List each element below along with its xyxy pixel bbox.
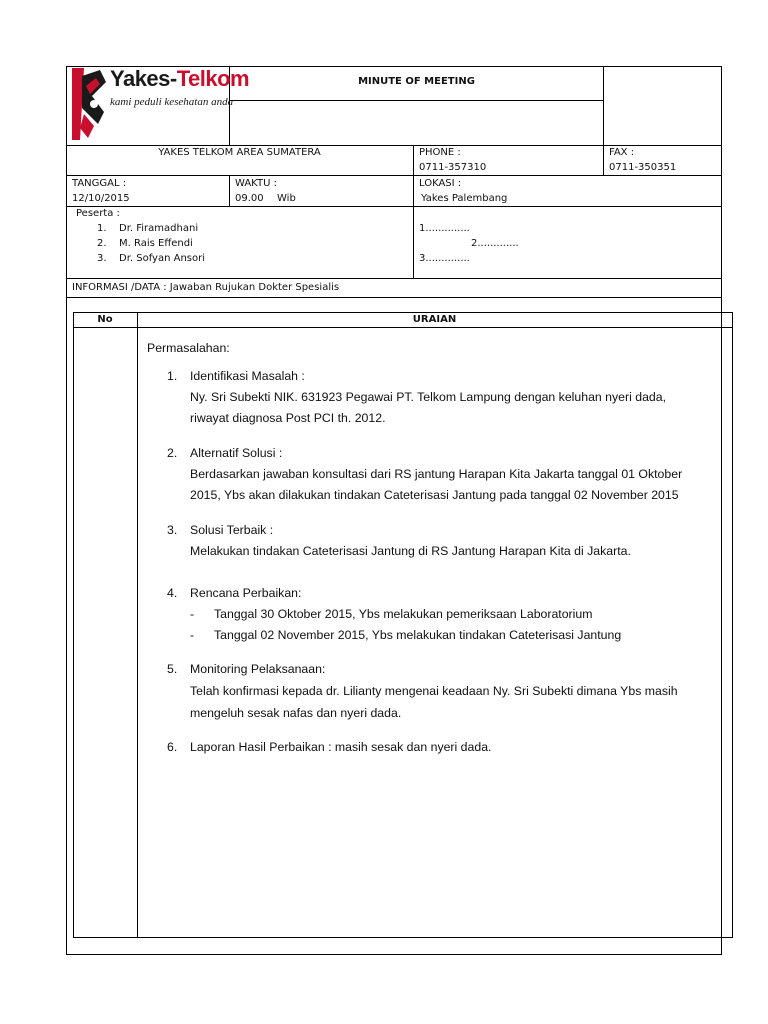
bullet-item: Tanggal 02 November 2015, Ybs melakukan tindakan Cateterisasi Jantung: [214, 628, 622, 642]
item-number: 5.: [167, 662, 178, 676]
phone-value: 0711-357310: [419, 162, 487, 173]
time-value: 09.00: [235, 193, 264, 204]
item-line: Telah konfirmasi kepada dr. Lilianty mengenai keadaan Ny. Sri Subekti dimana Ybs masih: [190, 684, 678, 698]
location-label: LOKASI :: [419, 178, 462, 189]
item-line: Berdasarkan jawaban konsultasi dari RS jantung Harapan Kita Jakarta tanggal 01 Oktober: [190, 467, 683, 481]
title-underline: [229, 100, 604, 101]
org-phone-divider: [413, 145, 414, 175]
inner-table-top: [73, 312, 733, 313]
column-uraian-header: URAIAN: [412, 314, 457, 325]
item-heading: Monitoring Pelaksanaan:: [190, 662, 326, 676]
phone-fax-divider: [603, 145, 604, 175]
signature-line-2: 2.............: [471, 238, 519, 249]
item-heading: Solusi Terbaik :: [190, 523, 274, 537]
signature-line-3: 3..............: [419, 253, 470, 264]
participant-num: 3.: [97, 253, 107, 264]
participant-name: M. Rais Effendi: [119, 238, 193, 249]
time-label: WAKTU :: [235, 178, 277, 189]
item-line: Melakukan tindakan Cateterisasi Jantung di RS Jantung Harapan Kita di Jakarta.: [190, 544, 631, 558]
problem-intro: Permasalahan:: [147, 341, 230, 355]
info-data: INFORMASI /DATA : Jawaban Rujukan Dokter Spesialis: [72, 282, 340, 293]
date-value: 12/10/2015: [72, 193, 130, 204]
participants-row-bottom: [66, 278, 722, 279]
org-name: YAKES TELKOM AREA SUMATERA: [158, 147, 321, 158]
item-heading: Alternatif Solusi :: [190, 446, 283, 460]
participants-label: Peserta :: [76, 208, 120, 219]
item-number: 4.: [167, 586, 178, 600]
date-time-divider: [229, 175, 230, 207]
date-row-bottom: [66, 206, 722, 207]
item-heading: Laporan Hasil Perbaikan : masih sesak dan nyeri dada.: [190, 740, 492, 754]
inner-table-right: [732, 312, 733, 938]
participant-num: 1.: [97, 223, 107, 234]
info-row-bottom: [66, 297, 722, 298]
item-number: 6.: [167, 740, 178, 754]
item-heading: Identifikasi Masalah :: [190, 369, 305, 383]
document-title: MINUTE OF MEETING: [358, 76, 475, 87]
bullet-dash: -: [190, 607, 195, 621]
phone-label: PHONE :: [419, 147, 461, 158]
participants-divider: [413, 206, 414, 278]
org-row-bottom: [66, 175, 722, 176]
fax-value: 0711-350351: [609, 162, 677, 173]
time-unit: Wib: [277, 193, 296, 204]
logo-emblem-icon: [70, 68, 110, 140]
item-heading: Rencana Perbaikan:: [190, 586, 302, 600]
outer-border-right: [721, 66, 722, 955]
inner-table-left: [73, 312, 74, 938]
bullet-item: Tanggal 30 Oktober 2015, Ybs melakukan pemeriksaan Laboratorium: [214, 607, 593, 621]
logo-brand-prefix: Yakes-: [110, 66, 177, 91]
logo-brand-suffix: Telkom: [176, 66, 250, 91]
item-line: mengeluh sesak nafas dan nyeri dada.: [190, 706, 402, 720]
participant-num: 2.: [97, 238, 107, 249]
outer-border-bottom: [66, 954, 722, 955]
location-value: Yakes Palembang: [421, 193, 508, 204]
time-location-divider: [413, 175, 414, 207]
outer-border-left: [66, 66, 67, 955]
header-bottom-line: [66, 145, 722, 146]
inner-table-bottom: [73, 937, 733, 938]
item-line: Ny. Sri Subekti NIK. 631923 Pegawai PT. Telkom Lampung dengan keluhan nyeri dada,: [190, 390, 666, 404]
item-line: riwayat diagnosa Post PCI th. 2012.: [190, 411, 386, 425]
item-number: 2.: [167, 446, 178, 460]
fax-label: FAX :: [609, 147, 635, 158]
inner-table-col-divider: [137, 312, 138, 938]
date-label: TANGGAL :: [72, 178, 127, 189]
column-no-header: No: [97, 314, 113, 325]
bullet-dash: -: [190, 628, 195, 642]
participant-name: Dr. Firamadhani: [119, 223, 199, 234]
participant-name: Dr. Sofyan Ansori: [119, 253, 206, 264]
item-number: 3.: [167, 523, 178, 537]
signature-line-1: 1..............: [419, 223, 470, 234]
inner-table-header-bottom: [73, 327, 733, 328]
item-number: 1.: [167, 369, 178, 383]
item-line: 2015, Ybs akan dilakukan tindakan Cateterisasi Jantung pada tanggal 02 November 2015: [190, 488, 679, 502]
logo-tagline: kami peduli kesehatan anda: [110, 96, 234, 108]
